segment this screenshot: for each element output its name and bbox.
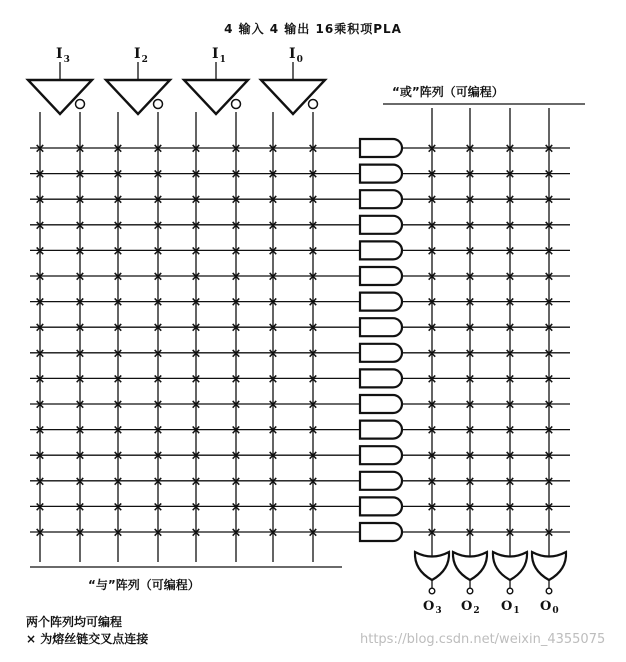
and-gate-icon-11 (360, 421, 402, 439)
and-fuse-mark-5-0: × (34, 269, 46, 285)
or-fuse-mark-12-1: × (464, 448, 476, 464)
and-fuse-mark-6-1: × (74, 295, 86, 311)
and-fuse-mark-2-0: × (34, 192, 46, 208)
and-fuse-mark-6-7: × (307, 295, 319, 311)
and-fuse-mark-0-4: × (190, 141, 202, 157)
and-fuse-mark-14-1: × (74, 499, 86, 515)
or-fuse-mark-3-0: × (426, 218, 438, 234)
and-fuse-mark-10-1: × (74, 397, 86, 413)
or-fuse-mark-2-1: × (464, 192, 476, 208)
and-fuse-mark-3-1: × (74, 218, 86, 234)
or-fuse-mark-5-2: × (504, 269, 516, 285)
and-fuse-mark-6-6: × (267, 295, 279, 311)
and-fuse-mark-13-7: × (307, 474, 319, 490)
and-fuse-mark-8-0: × (34, 346, 46, 362)
and-gate-icon-3 (360, 216, 402, 234)
and-fuse-mark-14-2: × (112, 499, 124, 515)
or-fuse-mark-11-2: × (504, 423, 516, 439)
and-fuse-mark-10-0: × (34, 397, 46, 413)
or-fuse-mark-9-2: × (504, 371, 516, 387)
watermark: https://blog.csdn.net/weixin_4355075 (360, 632, 606, 647)
input-buffer-icon-2 (184, 80, 248, 114)
or-fuse-mark-1-1: × (464, 167, 476, 183)
and-fuse-mark-0-1: × (74, 141, 86, 157)
and-gate-icon-0 (360, 139, 402, 157)
and-fuse-mark-9-2: × (112, 371, 124, 387)
and-fuse-mark-4-5: × (230, 243, 242, 259)
and-fuse-mark-13-1: × (74, 474, 86, 490)
output-label-3: $O_0$ (540, 599, 559, 616)
or-fuse-mark-2-2: × (504, 192, 516, 208)
or-fuse-mark-8-0: × (426, 346, 438, 362)
or-fuse-mark-15-2: × (504, 525, 516, 541)
and-fuse-mark-5-7: × (307, 269, 319, 285)
and-fuse-mark-14-7: × (307, 499, 319, 515)
and-fuse-mark-0-7: × (307, 141, 319, 157)
input-buffer-icon-3 (261, 80, 325, 114)
and-fuse-mark-7-3: × (152, 320, 164, 336)
or-fuse-mark-13-1: × (464, 474, 476, 490)
and-fuse-mark-12-5: × (230, 448, 242, 464)
or-gate-icon-0 (415, 552, 449, 580)
output-pin-icon-3 (546, 588, 552, 594)
and-fuse-mark-15-2: × (112, 525, 124, 541)
or-fuse-mark-9-1: × (464, 371, 476, 387)
and-fuse-mark-4-7: × (307, 243, 319, 259)
output-label-0: $O_3$ (423, 599, 442, 616)
and-fuse-mark-11-1: × (74, 423, 86, 439)
and-gate-icon-8 (360, 344, 402, 362)
or-fuse-mark-7-3: × (543, 320, 555, 336)
and-fuse-mark-12-7: × (307, 448, 319, 464)
and-fuse-mark-5-5: × (230, 269, 242, 285)
and-fuse-mark-12-4: × (190, 448, 202, 464)
inverter-bubble-icon-0 (76, 100, 85, 109)
and-fuse-mark-13-2: × (112, 474, 124, 490)
and-fuse-mark-1-6: × (267, 167, 279, 183)
and-fuse-mark-15-3: × (152, 525, 164, 541)
and-fuse-mark-3-5: × (230, 218, 242, 234)
and-fuse-mark-10-2: × (112, 397, 124, 413)
or-fuse-mark-1-0: × (426, 167, 438, 183)
and-fuse-mark-6-3: × (152, 295, 164, 311)
and-fuse-mark-5-4: × (190, 269, 202, 285)
and-fuse-mark-15-6: × (267, 525, 279, 541)
or-gate-icon-1 (453, 552, 487, 580)
or-fuse-mark-2-0: × (426, 192, 438, 208)
and-fuse-mark-9-5: × (230, 371, 242, 387)
inverter-bubble-icon-3 (309, 100, 318, 109)
or-fuse-mark-14-1: × (464, 499, 476, 515)
and-gate-icon-14 (360, 497, 402, 515)
and-fuse-mark-12-0: × (34, 448, 46, 464)
or-fuse-mark-9-3: × (543, 371, 555, 387)
and-gate-icon-12 (360, 446, 402, 464)
and-gate-icon-6 (360, 293, 402, 311)
and-fuse-mark-4-2: × (112, 243, 124, 259)
or-fuse-mark-10-1: × (464, 397, 476, 413)
and-fuse-mark-10-6: × (267, 397, 279, 413)
and-gate-icon-7 (360, 318, 402, 336)
or-fuse-mark-0-1: × (464, 141, 476, 157)
or-fuse-mark-5-1: × (464, 269, 476, 285)
output-pin-icon-0 (429, 588, 435, 594)
or-fuse-mark-6-0: × (426, 295, 438, 311)
and-fuse-mark-14-0: × (34, 499, 46, 515)
inverter-bubble-icon-2 (232, 100, 241, 109)
output-label-2: $O_1$ (501, 599, 520, 616)
and-fuse-mark-5-6: × (267, 269, 279, 285)
or-fuse-mark-8-2: × (504, 346, 516, 362)
or-gate-icon-2 (493, 552, 527, 580)
and-fuse-mark-10-4: × (190, 397, 202, 413)
or-fuse-mark-12-3: × (543, 448, 555, 464)
and-gate-icon-15 (360, 523, 402, 541)
and-fuse-mark-6-5: × (230, 295, 242, 311)
and-fuse-mark-6-4: × (190, 295, 202, 311)
and-gate-icon-13 (360, 472, 402, 490)
or-gate-icon-3 (532, 552, 566, 580)
output-pin-icon-1 (467, 588, 473, 594)
or-fuse-mark-14-2: × (504, 499, 516, 515)
and-fuse-mark-11-2: × (112, 423, 124, 439)
and-fuse-mark-11-6: × (267, 423, 279, 439)
and-fuse-mark-12-3: × (152, 448, 164, 464)
and-fuse-mark-1-4: × (190, 167, 202, 183)
and-fuse-mark-7-7: × (307, 320, 319, 336)
and-fuse-mark-13-0: × (34, 474, 46, 490)
and-fuse-mark-7-6: × (267, 320, 279, 336)
and-fuse-mark-11-3: × (152, 423, 164, 439)
and-fuse-mark-12-1: × (74, 448, 86, 464)
and-array-label: “与”阵列（可编程） (88, 578, 200, 592)
or-fuse-mark-15-3: × (543, 525, 555, 541)
and-fuse-mark-7-1: × (74, 320, 86, 336)
and-fuse-mark-4-3: × (152, 243, 164, 259)
and-fuse-mark-4-6: × (267, 243, 279, 259)
or-fuse-mark-7-0: × (426, 320, 438, 336)
or-fuse-mark-6-3: × (543, 295, 555, 311)
or-fuse-mark-4-3: × (543, 243, 555, 259)
and-fuse-mark-4-4: × (190, 243, 202, 259)
and-fuse-mark-4-0: × (34, 243, 46, 259)
and-fuse-mark-12-6: × (267, 448, 279, 464)
or-fuse-mark-0-0: × (426, 141, 438, 157)
and-gate-icon-10 (360, 395, 402, 413)
and-fuse-mark-14-3: × (152, 499, 164, 515)
and-fuse-mark-1-2: × (112, 167, 124, 183)
gates (28, 80, 566, 594)
and-gate-icon-9 (360, 369, 402, 387)
and-fuse-mark-9-1: × (74, 371, 86, 387)
and-fuse-mark-9-6: × (267, 371, 279, 387)
and-fuse-mark-7-5: × (230, 320, 242, 336)
and-fuse-mark-1-3: × (152, 167, 164, 183)
or-fuse-mark-12-0: × (426, 448, 438, 464)
inverter-bubble-icon-1 (154, 100, 163, 109)
and-fuse-mark-3-6: × (267, 218, 279, 234)
or-fuse-mark-6-1: × (464, 295, 476, 311)
and-fuse-mark-14-6: × (267, 499, 279, 515)
and-fuse-mark-6-0: × (34, 295, 46, 311)
or-fuse-mark-2-3: × (543, 192, 555, 208)
and-gate-icon-2 (360, 190, 402, 208)
or-fuse-mark-13-2: × (504, 474, 516, 490)
and-fuse-mark-0-0: × (34, 141, 46, 157)
and-fuse-mark-15-7: × (307, 525, 319, 541)
note-both-programmable: 两个阵列均可编程 (26, 615, 123, 629)
input-buffer-icon-1 (106, 80, 170, 114)
input-label-0: $I_3$ (56, 46, 70, 65)
and-fuse-mark-13-3: × (152, 474, 164, 490)
and-gate-icon-5 (360, 267, 402, 285)
and-fuse-mark-13-4: × (190, 474, 202, 490)
or-fuse-mark-9-0: × (426, 371, 438, 387)
and-fuse-mark-9-3: × (152, 371, 164, 387)
and-fuse-mark-7-0: × (34, 320, 46, 336)
or-array-label: “或”阵列（可编程） (392, 85, 504, 99)
and-fuse-mark-1-0: × (34, 167, 46, 183)
and-fuse-mark-9-7: × (307, 371, 319, 387)
input-buffer-icon-0 (28, 80, 92, 114)
and-fuse-mark-10-7: × (307, 397, 319, 413)
and-fuse-mark-5-2: × (112, 269, 124, 285)
and-fuse-mark-11-4: × (190, 423, 202, 439)
or-fuse-mark-1-2: × (504, 167, 516, 183)
or-fuse-mark-15-1: × (464, 525, 476, 541)
and-fuse-mark-15-1: × (74, 525, 86, 541)
or-fuse-mark-10-2: × (504, 397, 516, 413)
and-fuse-mark-9-0: × (34, 371, 46, 387)
or-fuse-mark-6-2: × (504, 295, 516, 311)
or-fuse-mark-3-2: × (504, 218, 516, 234)
or-fuse-mark-4-2: × (504, 243, 516, 259)
or-fuse-mark-8-3: × (543, 346, 555, 362)
and-fuse-mark-12-2: × (112, 448, 124, 464)
and-fuse-mark-2-1: × (74, 192, 86, 208)
and-fuse-mark-9-4: × (190, 371, 202, 387)
or-fuse-mark-10-3: × (543, 397, 555, 413)
and-fuse-mark-2-2: × (112, 192, 124, 208)
and-fuse-mark-15-0: × (34, 525, 46, 541)
and-fuse-mark-7-2: × (112, 320, 124, 336)
or-fuse-mark-4-1: × (464, 243, 476, 259)
and-fuse-mark-2-3: × (152, 192, 164, 208)
or-fuse-mark-0-2: × (504, 141, 516, 157)
and-fuse-mark-15-5: × (230, 525, 242, 541)
and-fuse-mark-5-1: × (74, 269, 86, 285)
and-fuse-mark-8-6: × (267, 346, 279, 362)
and-gate-icon-4 (360, 241, 402, 259)
and-fuse-mark-14-4: × (190, 499, 202, 515)
and-fuse-mark-0-6: × (267, 141, 279, 157)
and-fuse-mark-10-3: × (152, 397, 164, 413)
and-fuse-mark-0-2: × (112, 141, 124, 157)
and-fuse-mark-15-4: × (190, 525, 202, 541)
and-fuse-mark-7-4: × (190, 320, 202, 336)
or-fuse-mark-0-3: × (543, 141, 555, 157)
or-fuse-mark-1-3: × (543, 167, 555, 183)
or-fuse-mark-15-0: × (426, 525, 438, 541)
and-fuse-mark-3-3: × (152, 218, 164, 234)
and-fuse-mark-11-5: × (230, 423, 242, 439)
and-fuse-mark-13-5: × (230, 474, 242, 490)
and-fuse-mark-8-5: × (230, 346, 242, 362)
or-fuse-mark-11-3: × (543, 423, 555, 439)
or-fuse-mark-13-3: × (543, 474, 555, 490)
input-label-2: $I_1$ (212, 46, 226, 65)
or-fuse-mark-5-3: × (543, 269, 555, 285)
input-label-1: $I_2$ (134, 46, 148, 65)
and-fuse-mark-3-2: × (112, 218, 124, 234)
and-fuse-mark-8-7: × (307, 346, 319, 362)
and-fuse-mark-5-3: × (152, 269, 164, 285)
or-fuse-mark-5-0: × (426, 269, 438, 285)
and-fuse-mark-11-0: × (34, 423, 46, 439)
and-fuse-mark-11-7: × (307, 423, 319, 439)
and-fuse-mark-3-7: × (307, 218, 319, 234)
or-fuse-mark-14-0: × (426, 499, 438, 515)
or-fuse-mark-13-0: × (426, 474, 438, 490)
and-fuse-mark-2-5: × (230, 192, 242, 208)
and-fuse-mark-1-1: × (74, 167, 86, 183)
and-fuse-mark-10-5: × (230, 397, 242, 413)
and-fuse-mark-14-5: × (230, 499, 242, 515)
and-fuse-mark-3-4: × (190, 218, 202, 234)
and-fuse-mark-2-6: × (267, 192, 279, 208)
and-fuse-mark-1-5: × (230, 167, 242, 183)
input-label-3: $I_0$ (289, 46, 303, 65)
or-fuse-mark-14-3: × (543, 499, 555, 515)
output-label-1: $O_2$ (461, 599, 480, 616)
and-fuse-mark-4-1: × (74, 243, 86, 259)
and-fuse-mark-8-1: × (74, 346, 86, 362)
and-fuse-mark-8-4: × (190, 346, 202, 362)
or-fuse-mark-10-0: × (426, 397, 438, 413)
and-fuse-mark-2-4: × (190, 192, 202, 208)
and-fuse-mark-8-3: × (152, 346, 164, 362)
and-fuse-mark-2-7: × (307, 192, 319, 208)
and-fuse-mark-13-6: × (267, 474, 279, 490)
output-pin-icon-2 (507, 588, 513, 594)
or-fuse-mark-3-1: × (464, 218, 476, 234)
or-fuse-mark-7-2: × (504, 320, 516, 336)
and-fuse-mark-8-2: × (112, 346, 124, 362)
and-fuse-mark-6-2: × (112, 295, 124, 311)
and-gate-icon-1 (360, 165, 402, 183)
and-fuse-mark-0-3: × (152, 141, 164, 157)
or-fuse-mark-11-1: × (464, 423, 476, 439)
and-fuse-mark-1-7: × (307, 167, 319, 183)
or-fuse-mark-11-0: × (426, 423, 438, 439)
and-fuse-mark-0-5: × (230, 141, 242, 157)
or-fuse-mark-3-3: × (543, 218, 555, 234)
diagram-title: 4 输入 4 输出 16乘积项PLA (224, 22, 402, 36)
or-fuse-mark-7-1: × (464, 320, 476, 336)
or-fuse-mark-8-1: × (464, 346, 476, 362)
or-fuse-mark-4-0: × (426, 243, 438, 259)
and-fuse-mark-3-0: × (34, 218, 46, 234)
or-fuse-mark-12-2: × (504, 448, 516, 464)
note-fuse-mark: × 为熔丝链交叉点连接 (26, 632, 149, 646)
